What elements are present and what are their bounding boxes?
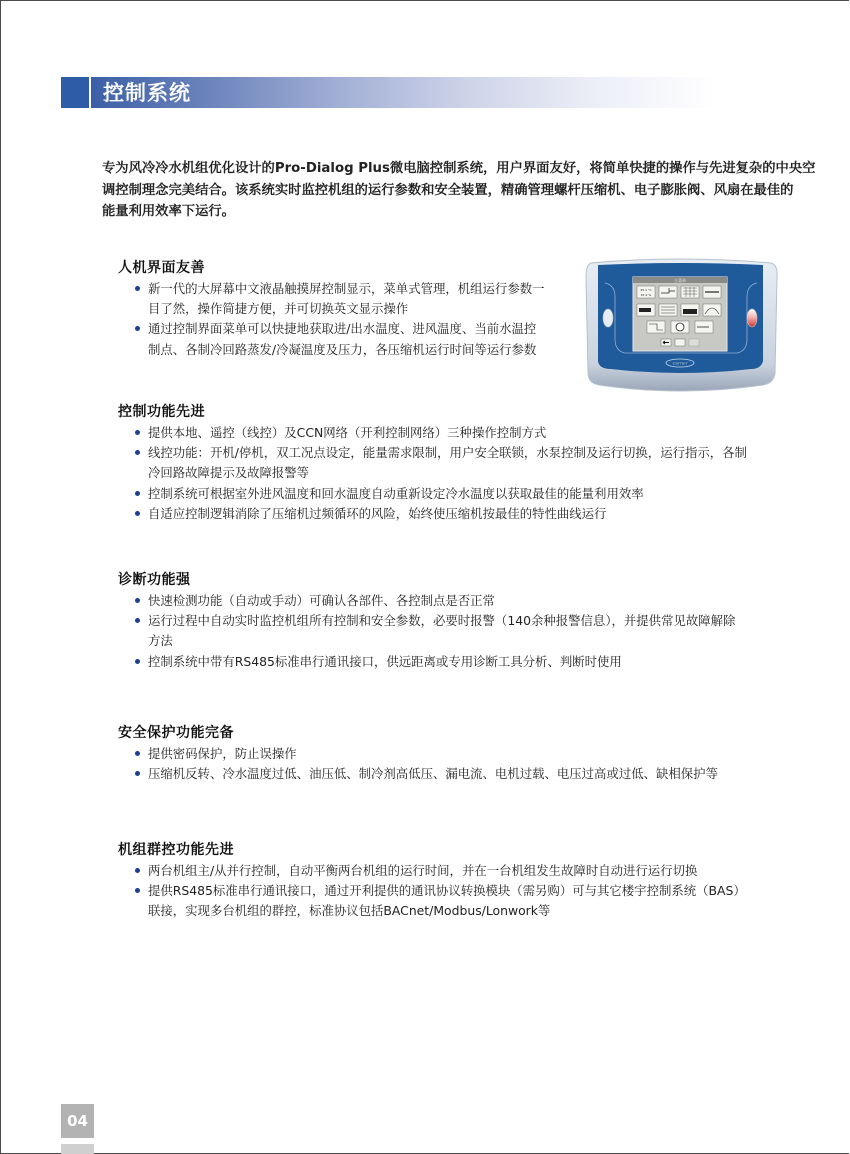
svg-text:25.1 °C: 25.1 °C <box>640 288 652 292</box>
bullet-item <box>118 861 798 881</box>
touchscreen-controller-image <box>585 257 778 393</box>
bullet-text: 控制系统中带有RS485标准串行通讯接口，供远距离或专用诊断工具分析、判断时使用 <box>148 653 622 669</box>
section-safety-protection <box>118 722 798 784</box>
section-heading: 诊断功能强 <box>118 572 191 588</box>
bullet-item <box>118 881 798 921</box>
page-number-tab <box>61 1144 94 1154</box>
bullet-text: 方法 <box>148 633 173 649</box>
bullet-text: 目了然，操作简捷方便，并可切换英文显示操作 <box>148 301 409 317</box>
bullet-dot-icon <box>135 326 140 331</box>
page-number: 04 <box>61 1104 94 1138</box>
header-accent-square <box>61 77 89 108</box>
bullet-dot-icon <box>135 751 140 756</box>
intro-paragraph <box>102 158 816 223</box>
bullet-dot-icon <box>135 868 140 873</box>
section-diagnostics <box>118 569 798 672</box>
bullet-text: 运行过程中自动实时监控机组所有控制和安全参数，必要时报警（140余种报警信息），并提供常见故障解除 <box>148 613 736 629</box>
bullet-item <box>118 423 798 443</box>
section-heading: 人机界面友善 <box>118 260 205 276</box>
bullet-dot-icon <box>135 771 140 776</box>
bullet-text: 冷回路故障提示及故障报警等 <box>148 465 310 481</box>
bullet-item <box>118 652 798 672</box>
section-advanced-control <box>118 401 798 524</box>
bullet-text: 控制系统可根据室外进风温度和回水温度自动重新设定冷水温度以获取最佳的能量利用效率 <box>148 485 644 501</box>
bullet-dot-icon <box>135 598 140 603</box>
bullet-text: 线控功能：开机/停机，双工况点设定，能量需求限制，用户安全联锁，水泵控制及运行切换，运行指示，各制 <box>148 445 747 461</box>
bullet-item <box>118 484 798 504</box>
bullet-text: 通过控制界面菜单可以快捷地获取进/出水温度、进风温度、当前水温控 <box>148 321 537 337</box>
bullet-text: 制点、各制冷回路蒸发/冷凝温度及压力，各压缩机运行时间等运行参数 <box>148 341 537 357</box>
bullet-dot-icon <box>135 618 140 623</box>
bullet-dot-icon <box>135 430 140 435</box>
bullet-item <box>118 764 798 784</box>
bullet-text: 提供密码保护，防止误操作 <box>148 746 297 761</box>
bullet-text: 压缩机反转、冷水温度过低、油压低、制冷剂高低压、漏电流、电机过载、电压过高或过低、缺相保护等 <box>148 766 718 782</box>
bullet-item <box>118 504 798 524</box>
intro-line: 专为风冷冷水机组优化设计的Pro-Dialog Plus微电脑控制系统，用户界面友好，将简单快捷的操作与先进复杂的中央空 <box>102 161 816 176</box>
section-group-control <box>118 839 798 922</box>
page-title: 控制系统 <box>103 81 191 105</box>
bullet-text: 联接，实现多台机组的群控，标准协议包括BACnet/Modbus/Lonwork等 <box>148 903 551 919</box>
bullet-text: 提供RS485标准串行通讯接口，通过开利提供的通讯协议转换模块（需另购）可与其它楼宇控制系统（BAS） <box>148 883 746 899</box>
svg-text:67.2 %: 67.2 % <box>640 293 652 297</box>
bullet-item <box>118 591 798 611</box>
bullet-text: 快速检测功能（自动或手动）可确认各部件、各控制点是否正常 <box>148 593 495 608</box>
bullet-text: 新一代的大屏幕中文液晶触摸屏控制显示，菜单式管理，机组运行参数一 <box>148 281 545 296</box>
bullet-text: 两台机组主/从并行控制，自动平衡两台机组的运行时间，并在一台机组发生故障时自动进行运行切换 <box>148 863 698 878</box>
section-heading: 安全保护功能完备 <box>118 725 234 741</box>
bullet-dot-icon <box>135 491 140 496</box>
bullet-item <box>118 744 798 764</box>
section-heading: 机组群控功能先进 <box>118 842 234 858</box>
section-heading: 控制功能先进 <box>118 404 205 420</box>
bullet-item <box>118 443 798 483</box>
bullet-dot-icon <box>135 659 140 664</box>
bullet-dot-icon <box>135 888 140 893</box>
bullet-text: 自适应控制逻辑消除了压缩机过频循环的风险，始终使压缩机按最佳的特性曲线运行 <box>148 505 607 521</box>
bullet-dot-icon <box>135 450 140 455</box>
bullet-dot-icon <box>135 286 140 291</box>
controller-illustration <box>585 257 778 393</box>
intro-line: 能量利用效率下运行。 <box>102 204 235 219</box>
bullet-dot-icon <box>135 511 140 516</box>
svg-text:Carrier: Carrier <box>672 360 688 366</box>
bullet-item <box>118 611 798 651</box>
svg-text:主菜单: 主菜单 <box>674 278 686 283</box>
bullet-text: 提供本地、遥控（线控）及CCN网络（开利控制网络）三种操作控制方式 <box>148 425 547 440</box>
intro-line: 调控制理念完美结合。该系统实时监控机组的运行参数和安全装置，精确管理螺杆压缩机、电子膨胀阀、风扇在最佳的 <box>102 182 794 198</box>
